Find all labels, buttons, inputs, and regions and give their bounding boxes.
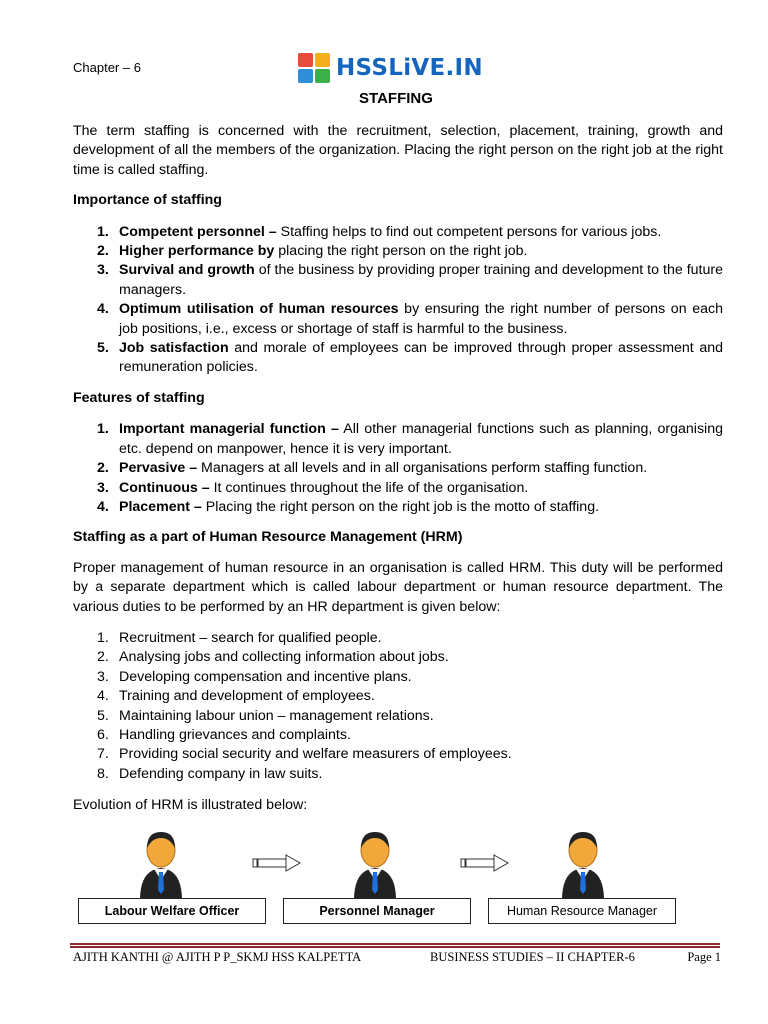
list-item-number: 2. [97,243,109,260]
list-item-number: 4. [97,498,109,515]
list-item-text: Defending company in law suits. [119,765,323,782]
logo-text: HSSLiVE.IN [336,55,483,81]
list-item-number: 2. [97,649,109,666]
list-item-text [119,498,723,517]
list-item-text: Providing social security and welfare measurers of employees. [119,746,512,763]
list-item-text: Handling grievances and complaints. [119,726,351,743]
person-icon [556,828,610,900]
page-title: STAFFING [359,90,433,107]
footer-page-number: Page 1 [687,950,721,964]
list-item-number: 1. [97,223,109,240]
list-item-description: Placing the right person on the right job is the motto of staffing. [201,498,600,515]
list-item-term: Survival and growth [119,262,255,279]
list-item [73,339,723,378]
list-item-number: 4. [97,301,109,318]
footer-subject: BUSINESS STUDIES – II CHAPTER-6 [430,950,635,964]
stage-box-personnel-manager: Personnel Manager [283,898,471,924]
list-item-number: 8. [97,765,109,782]
logo-mark-icon [298,53,332,83]
list-item [73,459,723,478]
list-item-term: Continuous – [119,479,210,496]
list-item-description: placing the right person on the right job. [274,243,528,260]
list-item-description: by ensuring the right number of persons on each job positions, i.e., excess or shortage of staff is harmful to the business. [119,301,723,337]
list-item [73,765,723,784]
list-item [73,420,723,459]
list-item [73,223,723,242]
list-item [73,629,723,648]
footer-rule [70,943,720,945]
document-body [73,122,723,816]
list-item-text [119,261,723,300]
list-item [73,242,723,261]
list-item [73,668,723,687]
list-item-text [119,242,723,261]
hrm-duties-list [73,629,723,784]
site-logo [298,52,483,84]
intro-paragraph: The term staffing is concerned with the recruitment, selection, placement, training, growth and development of all the members of the organization. Placing the right person on the right job at the right time is called staffing. [73,123,723,178]
list-item [73,479,723,498]
list-item-term: Job satisfaction [119,340,229,357]
list-item-description: It continues throughout the life of the organisation. [209,479,529,496]
list-item-term: Higher performance by [119,243,275,260]
list-item-number: 3. [97,262,109,279]
list-item-text: Analysing jobs and collecting information about jobs. [119,649,449,666]
evolution-line: Evolution of HRM is illustrated below: [73,797,308,814]
arrow-right-icon [252,854,302,872]
person-icon [134,828,188,900]
list-item [73,707,723,726]
list-item-text [119,223,723,242]
list-item-term: Optimum utilisation of human resources [119,301,399,318]
list-item [73,726,723,745]
features-heading: Features of staffing [73,389,205,406]
list-item [73,687,723,706]
list-item-number: 5. [97,340,109,357]
list-item-term: Pervasive – [119,460,198,477]
list-item-description: All other managerial functions such as planning, organising etc. depend on manpower, hence it is very important. [119,421,723,457]
importance-list [73,223,723,378]
hrm-intro-paragraph: Proper management of human resource in an organisation is called HRM. This duty will be performed by a separate department which is called labour department or human resource department. The various duties to be performed by an HR department is given below: [73,559,723,615]
list-item-number: 6. [97,726,109,743]
stage-box-human-resource-manager: Human Resource Manager [488,898,676,924]
list-item-text: Developing compensation and incentive plans. [119,668,412,685]
person-icon [348,828,402,900]
list-item-text [119,459,723,478]
list-item-description: of the business by providing proper training and development to the future managers. [119,262,724,298]
list-item-text: Maintaining labour union – management relations. [119,707,434,724]
list-item-number: 3. [97,479,109,496]
list-item-text [119,339,723,378]
list-item-term: Important managerial function – [119,421,339,438]
list-item-number: 4. [97,688,109,705]
list-item-number: 7. [97,746,109,763]
list-item-description: Managers at all levels and in all organisations perform staffing function. [197,460,648,477]
list-item-term: Competent personnel – [119,223,277,240]
list-item-description: Staffing helps to find out competent persons for various jobs. [276,223,662,240]
list-item [73,648,723,667]
chapter-label: Chapter – 6 [73,60,141,75]
footer-author: AJITH KANTHI @ AJITH P P_SKMJ HSS KALPETTA [73,950,362,964]
list-item-term: Placement – [119,498,202,515]
list-item [73,745,723,764]
features-list [73,420,723,517]
arrow-right-icon [460,854,510,872]
list-item-number: 1. [97,629,109,646]
list-item [73,261,723,300]
list-item-text: Training and development of employees. [119,688,375,705]
list-item-number: 5. [97,707,109,724]
list-item-text [119,300,723,339]
hrm-heading: Staffing as a part of Human Resource Management (HRM) [73,529,463,546]
list-item-text [119,420,723,459]
importance-heading: Importance of staffing [73,192,222,209]
list-item-number: 2. [97,460,109,477]
stage-box-labour-welfare-officer: Labour Welfare Officer [78,898,266,924]
list-item [73,300,723,339]
list-item [73,498,723,517]
list-item-text: Recruitment – search for qualified people. [119,629,382,646]
hrm-evolution-diagram [78,828,678,926]
list-item-number: 1. [97,421,109,438]
list-item-text [119,479,723,498]
list-item-number: 3. [97,668,109,685]
footer-rule [70,946,720,948]
list-item-description: and morale of employees can be improved through proper assessment and remuneration policies. [119,340,724,376]
